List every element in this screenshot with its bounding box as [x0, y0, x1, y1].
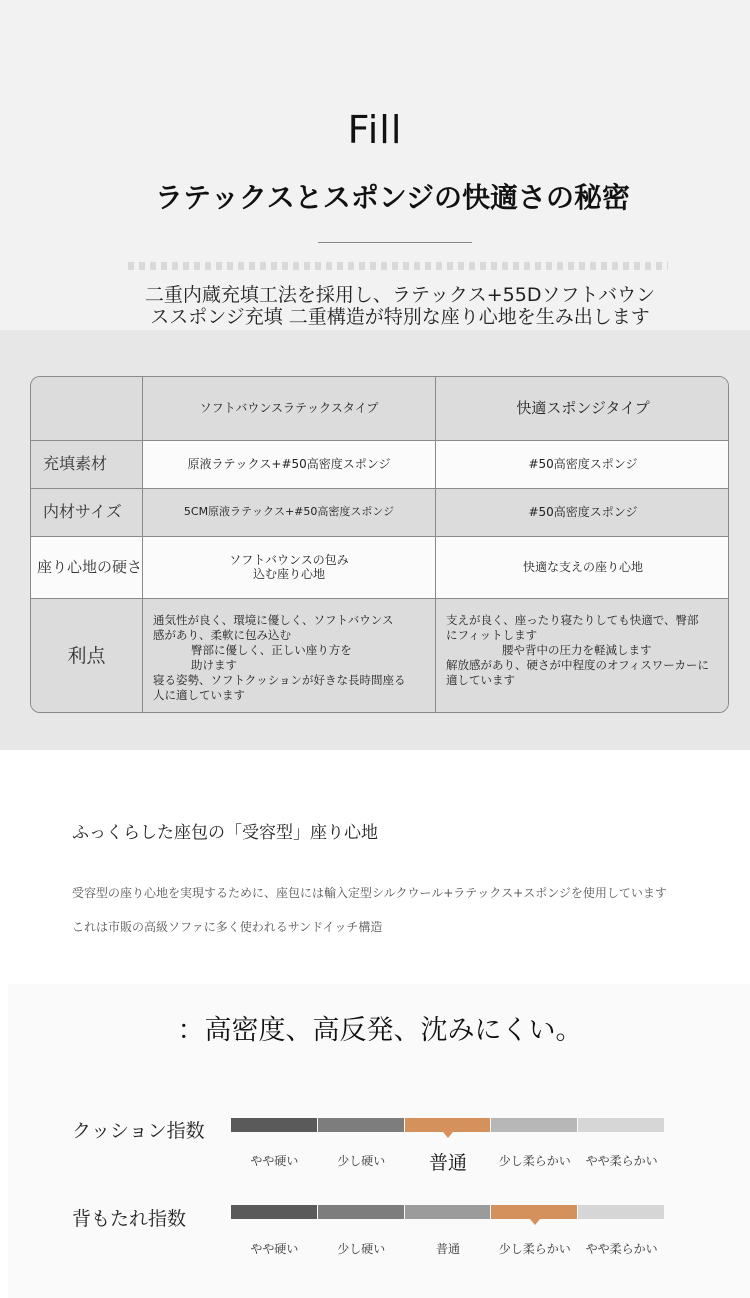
row-label-size: 内材サイズ: [31, 489, 143, 537]
scale-level-label: 普通: [435, 1242, 460, 1256]
scale-level-label: やや硬い: [250, 1154, 299, 1168]
scale-segment: [578, 1205, 664, 1219]
scale-segment: [578, 1118, 664, 1132]
feature-text-2: これは市販の高級ソファに多く使われるサンドイッチ構造: [72, 920, 383, 934]
cell-size-sponge: #50高密度スポンジ: [436, 489, 729, 537]
index-headline: ：高密度、高反発、沈みにくい。: [177, 1015, 583, 1046]
scale-segment: [405, 1205, 491, 1219]
benefit-sponge-line-3: 腰や背中の圧力を軽減します: [502, 642, 652, 657]
cell-firmness-sponge: 快適な支えの座り心地: [436, 537, 729, 599]
scale-level-label: 少し柔らかい: [498, 1242, 571, 1256]
benefit-sponge-line-1: 支えが良く、座ったり寝たりしても快適で、臀部: [446, 613, 699, 627]
backrest-index-label: 背もたれ指数: [72, 1208, 187, 1230]
description-line-2: ススポンジ充填 二重構造が特別な座り心地を生み出します: [150, 306, 650, 328]
firmness-latex-line-2: 込む座り心地: [252, 566, 325, 581]
scale-pointer-icon: [530, 1219, 540, 1225]
fill-heading: Fill: [347, 108, 403, 152]
cell-size-latex: 5CM原液ラテックス+#50高密度スポンジ: [143, 489, 436, 537]
cell-filling-sponge: #50高密度スポンジ: [436, 441, 729, 489]
scale-segment: [231, 1118, 317, 1132]
benefit-latex-line-3: 臀部に優しく、正しい座り方を: [191, 642, 352, 657]
scale-pointer-icon: [443, 1132, 453, 1138]
row-label-filling: 充填素材: [31, 441, 143, 489]
benefit-latex-line-1: 通気性が良く、環境に優しく、ソフトバウンス: [153, 613, 394, 627]
scale-level-label: 少し硬い: [337, 1154, 386, 1168]
scale-level-label: やや硬い: [250, 1242, 299, 1256]
comparison-section: [0, 330, 750, 750]
scale-segment: [231, 1205, 317, 1219]
faint-ghost-text: [128, 262, 668, 270]
scale-level-label: やや柔らかい: [585, 1242, 658, 1256]
benefit-sponge-line-2: にフィットします: [446, 627, 538, 642]
scale-level-label: 少し柔らかい: [498, 1154, 571, 1168]
scale-segment: [491, 1118, 577, 1132]
table-header-latex: ソフトバウンスラテックスタイプ: [143, 377, 436, 441]
scale-level-label: 少し硬い: [337, 1242, 386, 1256]
cell-benefits-latex: [143, 599, 436, 713]
benefit-latex-line-6: 人に適しています: [153, 687, 245, 702]
page-title: ラテックスとスポンジの快適さの秘密: [154, 181, 631, 214]
scale-segment: [318, 1118, 404, 1132]
benefit-sponge-line-4: 解放感があり、硬さが中程度のオフィスワーカーに: [446, 657, 710, 672]
scale-level-label: やや柔らかい: [585, 1154, 658, 1168]
title-divider: [318, 242, 472, 243]
benefit-latex-line-5: 寝る姿勢、ソフトクッションが好きな長時間座る: [153, 672, 406, 687]
scale-level-label: 普通: [428, 1152, 467, 1174]
row-label-benefits: 利点: [31, 599, 143, 713]
cushion-index-label: クッション指数: [72, 1120, 205, 1142]
cell-firmness-latex: [143, 537, 436, 599]
scale-segment: [491, 1205, 577, 1219]
benefit-latex-line-2: 感があり、柔軟に包み込む: [153, 627, 291, 642]
scale-segment: [318, 1205, 404, 1219]
row-label-firmness: 座り心地の硬さ: [31, 537, 143, 599]
comparison-table: [30, 376, 729, 713]
description-line-1: 二重内蔵充填工法を採用し、ラテックス+55Dソフトバウン: [144, 284, 656, 306]
firmness-latex-line-1: ソフトバウンスの包み: [229, 552, 349, 567]
feature-text-1: 受容型の座り心地を実現するために、座包には輸入定型シルクウール+ラテックス+スポンジを使用しています: [72, 886, 667, 900]
table-header-sponge: 快適スポンジタイプ: [436, 377, 729, 441]
scale-segment: [405, 1118, 491, 1132]
cell-filling-latex: 原液ラテックス+#50高密度スポンジ: [143, 441, 436, 489]
header-section: [0, 0, 750, 330]
table-corner-cell: [31, 377, 143, 441]
feature-title: ふっくらした座包の「受容型」座り心地: [72, 823, 378, 843]
benefit-latex-line-4: 助けます: [191, 657, 237, 672]
cell-benefits-sponge: [436, 599, 729, 713]
benefit-sponge-line-5: 適しています: [446, 672, 515, 687]
